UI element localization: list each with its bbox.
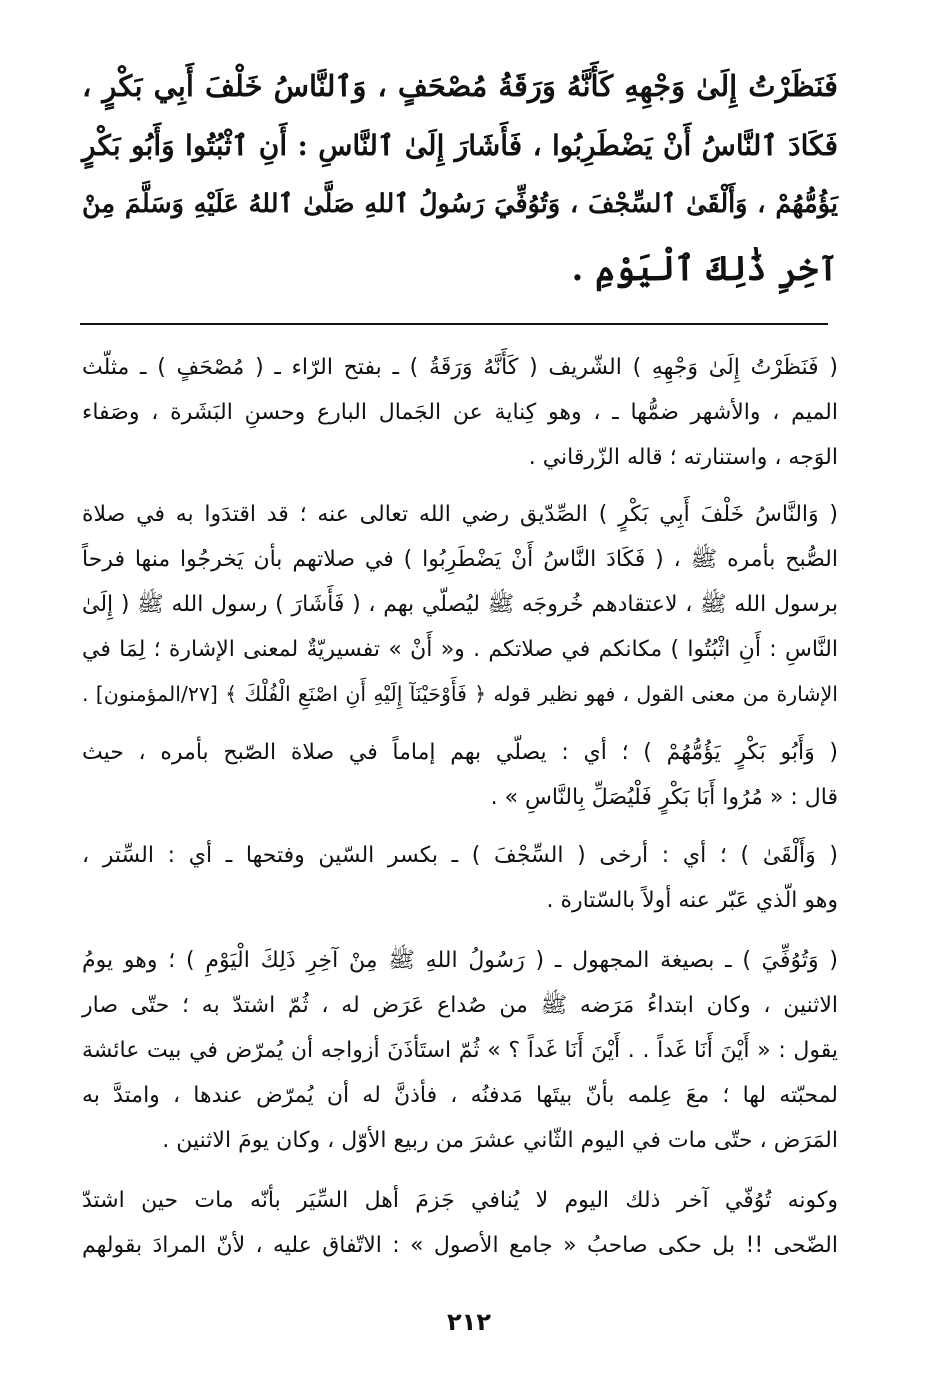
commentary-line: قال : « مُرُوا أَبَا بَكْرٍ فَلْيُصَلِّ بِالنَّاسِ » . [490,785,838,810]
commentary-line: ( فَنَظَرْتُ إِلَىٰ وَجْهِهِ ) الشّريف ( كَأَنَّهُ وَرَقَةُ ) ـ بفتح الرّاء ـ ( مُصْحَفٍ ) ـ مثلّث [82,355,838,380]
commentary-line: النَّاسِ : أَنِ اثْبُتُوا ) مكانكم في صلاتكم . و« أَنْ » تفسيريّةٌ لمعنى الإشارة ؛ لِمَا في [82,637,838,662]
commentary-line: الميم ، والأشهر ضمُّها ـ ، وهو كِناية عن الجَمال البارع وحسنِ البَشَرة ، وصَفاء [82,400,838,425]
commentary-line: الصُّبح بأمره ﷺ ، ( فَكَادَ النَّاسُ أَنْ يَضْطَرِبُوا ) في صلاتهم بأن يَخرجُوا منها فرحاً [82,547,838,572]
commentary-line: ( وَأَلْقَىٰ ) ؛ أي : أرخى ( السِّجْفَ ) ـ بكسر السّين وفتحها ـ أي : السِّتر ، [82,843,838,868]
commentary-line: يقول : « أَيْنَ أَنَا غَداً . . أَيْنَ أَنَا غَداً ؟ » ثُمّ استَأذَنَ أزواجه أن يُمرّض في بيت عائشة [82,1038,838,1063]
main-text-line: آخِرِ ذَٰلِكَ ٱلْيَوْمِ . [571,249,838,289]
commentary-line: وكونه تُوُفّي آخر ذلك اليوم لا يُنافي جَزمَ أهل السِّيَر بأنّه مات حين اشتدّ [82,1188,838,1213]
section-divider [80,323,828,325]
commentary-line: الإشارة من معنى القول ، فهو نظير قوله ﴿ فَأَوْحَيْنَآ إِلَيْهِ أَنِ اصْنَعِ الْفُلْكَ ﴾ [٢٧/المؤمنون] . [82,682,838,706]
main-text-line: فَكَادَ ٱلنَّاسُ أَنْ يَضْطَرِبُوا ، فَأَشَارَ إِلَىٰ ٱلنَّاسِ : أَنِ ٱثْبُتُوا وَأَبُو بَكْرٍ [82,129,838,162]
commentary-line: الضّحى !! بل حكى صاحبُ « جامع الأصول » : الاتّفاق عليه ، لأنّ المرادَ بقولهم [82,1233,838,1258]
commentary-line: ( وَأَبُو بَكْرٍ يَؤُمُّهُمْ ) ؛ أي : يصلّي بهم إماماً في صلاة الصّبح بأمره ، حيث [82,740,838,765]
main-text-line: يَؤُمُّهُمْ ، وَأَلْقَىٰ ٱلسِّجْفَ ، وَتُوُفِّيَ رَسُولُ ٱللهِ صَلَّىٰ ٱللهُ عَلَيْهِ وَسَلَّمَ مِنْ [82,189,838,219]
commentary-line: الاثنين ، وكان ابتداءُ مَرَضه ﷺ من صُداع عَرَض له ، ثُمّ اشتدّ به ؛ حتّى صار [82,993,838,1018]
commentary-line: لمحبّته لها ؛ معَ عِلمه بأنّ بيتَها مَدفنُه ، فأذنَّ له أن يُمرّض عندها ، وامتدَّ به [82,1083,838,1108]
commentary-line: ( وَالنَّاسُ خَلْفَ أَبِي بَكْرٍ ) الصِّدّيق رضي الله تعالى عنه ؛ قد اقتدَوا به في صلاة [82,502,838,527]
main-text-line: فَنَظَرْتُ إِلَىٰ وَجْهِهِ كَأَنَّهُ وَرَقَةُ مُصْحَفٍ ، وَٱلنَّاسُ خَلْفَ أَبِي بَكْرٍ ، [82,69,838,103]
commentary-line: برسول الله ﷺ ، لاعتقادهم خُروجَه ﷺ ليُصلّي بهم ، ( فَأَشَارَ ) رسول الله ﷺ ( إِلَىٰ [82,592,838,617]
page-number: ٢١٢ [447,1308,491,1336]
commentary-line: ( وَتُوُفِّيَ ) ـ بصيغة المجهول ـ ( رَسُولُ اللهِ ﷺ مِنْ آخِرِ ذَلِكَ الْيَوْمِ ) ؛ وهو يومُ [82,948,838,973]
commentary-line: وهو الّذي عَبّر عنه أولاً بالسّتارة . [546,888,838,913]
commentary-line: المَرَض ، حتّى مات في اليوم الثّاني عشرَ من ربيع الأوّل ، وكان يومَ الاثنين . [162,1128,838,1153]
commentary-line: الوَجه ، واستنارته ؛ قاله الزّرقاني . [528,445,838,470]
